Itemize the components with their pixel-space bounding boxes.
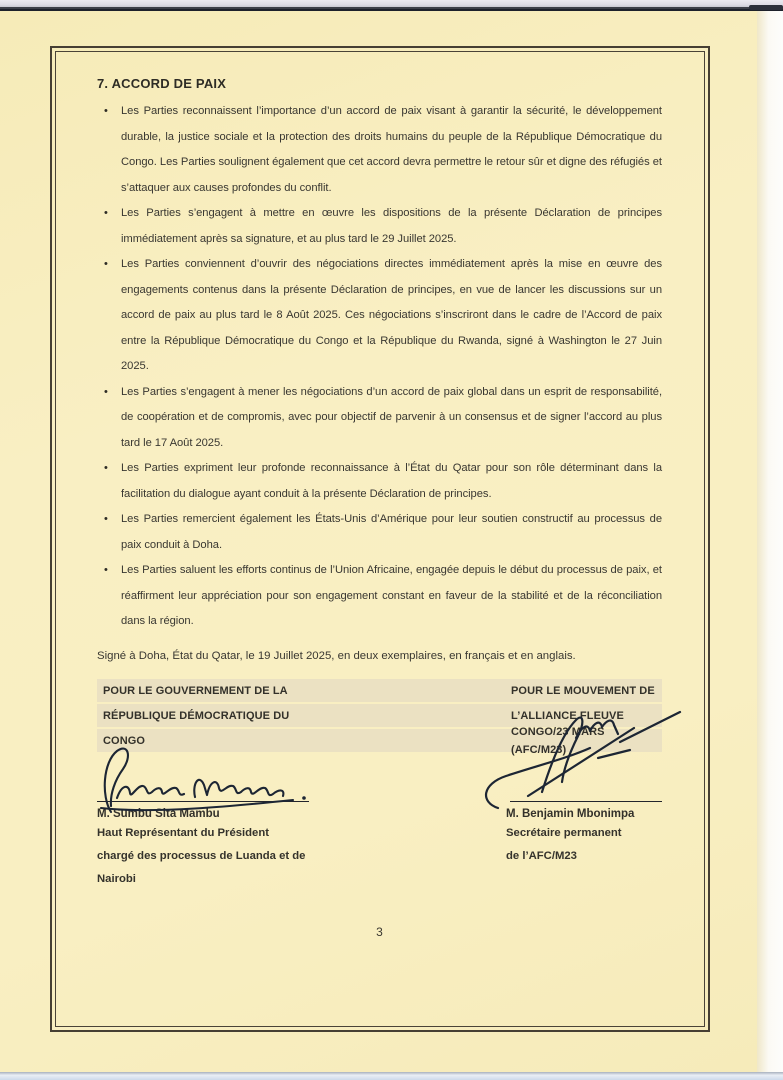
bullet-item [97,201,662,252]
bullet-item [97,99,662,201]
signatory-left-header-line: POUR LE GOUVERNEMENT DE LA [103,685,288,697]
signatory-left-title-line: chargé des processus de Luanda et de [97,849,306,862]
bullet-marker: • [104,258,108,270]
page-content [56,52,704,1026]
signatory-right-titles [506,822,662,868]
bullet-marker: • [104,513,108,525]
signatory-right-title-line: de l’AFC/M23 [506,849,577,862]
signatory-right-title-line: Secrétaire permanent [506,826,622,839]
bullet-text: Les Parties s’engagent à mettre en œuvre les dispositions de la présente Déclaration de principes immédiatement après sa signature, et au plus tard le 29 Juillet 2025. [121,207,662,245]
signature-blocks [97,754,662,891]
signatory-left-titles [97,822,506,891]
bullet-item [97,456,662,507]
bullet-text: Les Parties conviennent d’ouvrir des négociations directes immédiatement après la mise en œuvre des engagements contenus dans la présente Déclaration de principes, en vue de lancer les discussions sur un accord de paix au plus tard le 8 Août 2025. Ces négociations s’inscriront dans le cadre de l’Accord de paix entre la République Démocratique du Congo et la République du Rwanda, signé à Washington le 27 Juin 2025. [121,258,662,372]
handwritten-signature-left [95,742,335,820]
photo-right-edge [757,11,783,1072]
bullet-list [97,99,662,635]
bullet-item [97,558,662,635]
paper-page [0,11,757,1072]
bullet-marker: • [104,564,108,576]
photo-top-edge [0,0,783,9]
signature-block-left [97,754,506,891]
bullet-text: Les Parties saluent les efforts continus de l’Union Africaine, engagée depuis le début du processus de paix, et réaffirment leur appréciation pour son engagement constant en faveur de la stabilité et de la réconciliation dans la région. [121,564,662,627]
bullet-item [97,380,662,457]
bullet-marker: • [104,462,108,474]
signatory-right-name: M. Benjamin Mbonimpa [506,807,635,820]
handwritten-signature-right [472,696,722,816]
signatory-left-name: M. Sumbu Sita Mambu [97,807,220,820]
section-heading: 7. ACCORD DE PAIX [97,76,227,91]
signatory-left-title-line: Nairobi [97,872,136,885]
page-border-frame [50,46,710,1032]
signed-statement: Signé à Doha, État du Qatar, le 19 Juillet 2025, en deux exemplaires, en français et en anglais. [97,649,576,662]
signatory-left-header-line: CONGO [103,735,146,747]
signatory-right-header-line: POUR LE MOUVEMENT DE [511,685,655,697]
bullet-text: Les Parties expriment leur profonde reconnaissance à l’État du Qatar pour son rôle déterminant dans la facilitation du dialogue ayant conduit à la présente Déclaration de principes. [121,462,662,500]
bullet-item [97,252,662,380]
signatory-left-header-line: RÉPUBLIQUE DÉMOCRATIQUE DU [103,710,290,722]
photo-corner-mark [749,5,783,10]
bullet-marker: • [104,207,108,219]
bullet-text: Les Parties s’engagent à mener les négociations d’un accord de paix global dans un esprit de responsabilité, de coopération et de compromis, avec pour objectif de parvenir à un consensus et de signer l’accord au plus tard le 17 Août 2025. [121,385,662,449]
signature-block-right [506,754,662,891]
page-number: 3 [376,924,383,939]
bullet-text: Les Parties remercient également les États-Unis d’Amérique pour leur soutien constructif au processus de paix conduit à Doha. [121,513,662,551]
signatory-right-header-line: L’ALLIANCE FLEUVE [511,710,624,722]
bullet-item [97,507,662,558]
signatory-right-header-line: CONGO/23 MARS (AFC/M23) [511,726,605,756]
photo-bottom-edge [0,1072,783,1080]
signatory-left-title-line: Haut Représentant du Président [97,826,269,839]
bullet-text: Les Parties reconnaissent l’importance d’un accord de paix visant à garantir la sécurité, le développement durable, la justice sociale et la protection des droits humains du peuple de la République Démocratique du Congo. Les Parties soulignent également que cet accord devra permettre le retour sûr et digne des réfugiés et s’attaquer aux causes profondes du conflit. [121,105,662,194]
bullet-marker: • [104,385,108,398]
bullet-marker: • [104,105,108,117]
